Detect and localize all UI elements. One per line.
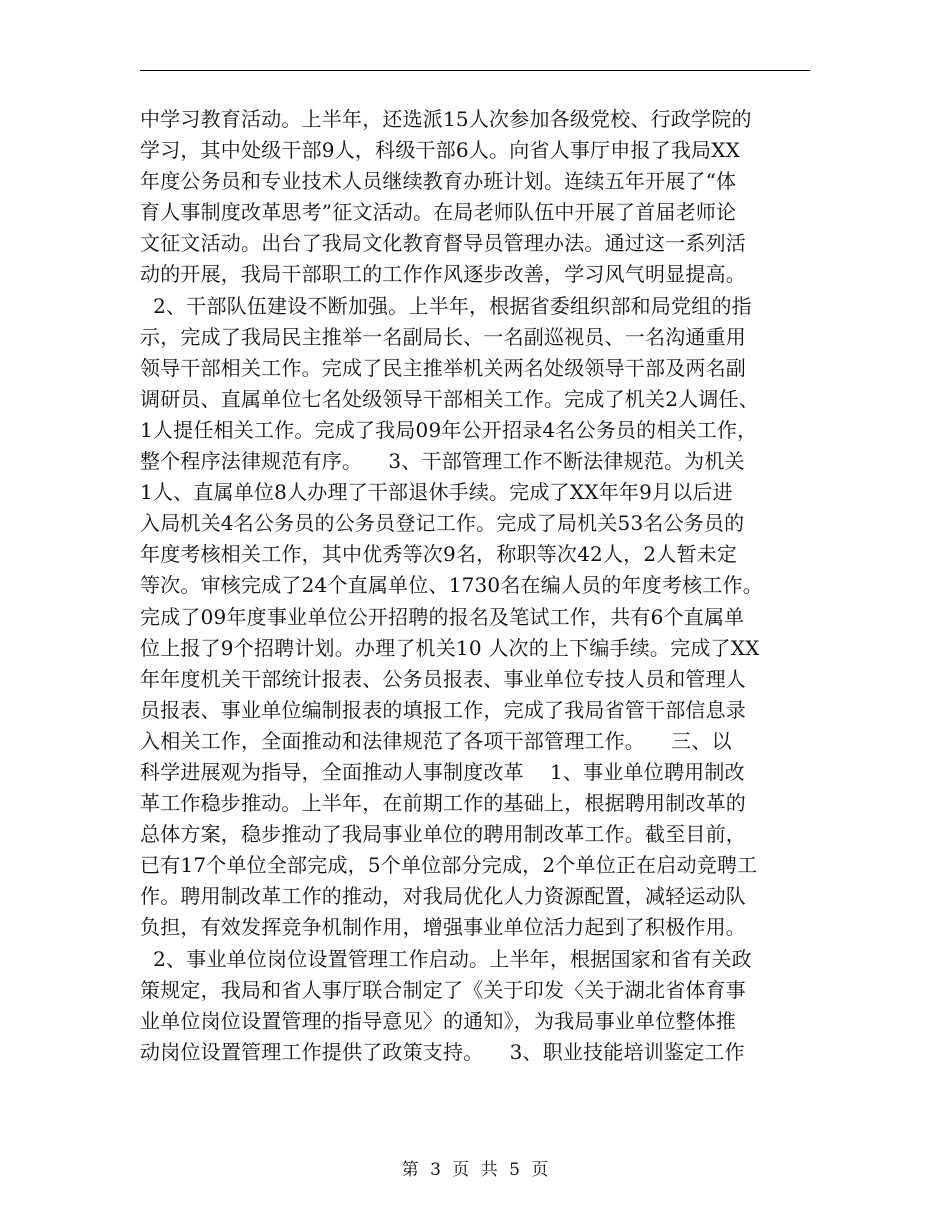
page-footer [0, 1155, 950, 1180]
text-line: 员报表、事业单位编制报表的填报工作，完成了我局省管干部信息录 [140, 697, 746, 722]
footer-page-number: 3 [430, 1160, 441, 1180]
text-line: 育人事制度改革思考”征文活动。在局老师队伍中开展了首届老师论 [140, 200, 737, 225]
text-line: 1人、直属单位8人办理了干部退休手续。完成了XX年年9月以后进 [140, 480, 733, 505]
footer-page-word: 页 [452, 1160, 470, 1180]
body-text [140, 104, 812, 1068]
text-line: 入局机关4名公务员的公务员登记工作。完成了局机关53名公务员的 [140, 511, 745, 536]
header-rule [140, 70, 810, 71]
text-line: 入相关工作，全面推动和法律规范了各项干部管理工作。 三、以 [140, 728, 732, 753]
footer-total-pages: 5 [509, 1160, 520, 1180]
text-line: 调研员、直属单位七名处级领导干部相关工作。完成了机关2人调任、 [140, 386, 759, 411]
footer-total-word: 共 [480, 1160, 498, 1180]
text-line: 负担，有效发挥竞争机制作用，增强事业单位活力起到了积极作用。 [140, 915, 746, 940]
text-line: 文征文活动。出台了我局文化教育督导员管理办法。通过这一系列活 [140, 231, 746, 256]
text-line: 2、干部队伍建设不断加强。上半年，根据省委组织部和局党组的指 [140, 293, 752, 318]
text-line: 策规定，我局和省人事厅联合制定了《关于印发〈关于湖北省体育事 [140, 977, 746, 1002]
text-line: 中学习教育活动。上半年，还选派15人次参加各级党校、行政学院的 [140, 107, 752, 131]
text-line: 年年度机关干部统计报表、公务员报表、事业单位专技人员和管理人 [140, 666, 746, 691]
text-line: 动岗位设置管理工作提供了政策支持。 3、职业技能培训鉴定工作 [140, 1039, 745, 1064]
text-line: 总体方案，稳步推动了我局事业单位的聘用制改革工作。截至目前， [140, 822, 746, 847]
text-line: 整个程序法律规范有序。 3、干部管理工作不断法律规范。为机关 [140, 449, 745, 474]
text-line: 已有17个单位全部完成，5个单位部分完成，2个单位正在启动竞聘工 [140, 853, 758, 878]
footer-suffix: 页 [531, 1160, 549, 1180]
text-line: 动的开展，我局干部职工的工作作风逐步改善，学习风气明显提高。 [140, 262, 746, 287]
text-line: 革工作稳步推动。上半年，在前期工作的基础上，根据聘用制改革的 [140, 791, 746, 816]
text-line: 1人提任相关工作。完成了我局09年公开招录4名公务员的相关工作， [140, 417, 758, 442]
text-line: 示，完成了我局民主推举一名副局长、一名副巡视员、一名沟通重用 [140, 324, 746, 349]
text-line: 2、事业单位岗位设置管理工作启动。上半年，根据国家和省有关政 [140, 946, 752, 971]
text-line: 完成了09年度事业单位公开招聘的报名及笔试工作，共有6个直属单 [140, 604, 745, 629]
text-line: 年度公务员和专业技术人员继续教育办班计划。连续五年开展了“体 [140, 169, 737, 194]
footer-prefix: 第 [401, 1160, 419, 1180]
text-line: 位上报了9个招聘计划。办理了机关10 人次的上下编手续。完成了XX [140, 635, 760, 660]
text-line: 作。聘用制改革工作的推动，对我局优化人力资源配置，减轻运动队 [140, 884, 746, 909]
text-line: 科学进展观为指导，全面推动人事制度改革 1、事业单位聘用制改 [140, 759, 745, 784]
text-line: 业单位岗位设置管理的指导意见〉的通知》，为我局事业单位整体推 [140, 1008, 736, 1033]
text-line: 等次。审核完成了24个直属单位、1730名在编人员的年度考核工作。 [140, 573, 763, 598]
text-line: 学习，其中处级干部9人，科级干部6人。向省人事厅申报了我局XX [140, 138, 741, 163]
text-line: 年度考核相关工作，其中优秀等次9名，称职等次42人，2人暂未定 [140, 542, 738, 567]
text-line: 领导干部相关工作。完成了民主推举机关两名处级领导干部及两名副 [140, 355, 746, 380]
